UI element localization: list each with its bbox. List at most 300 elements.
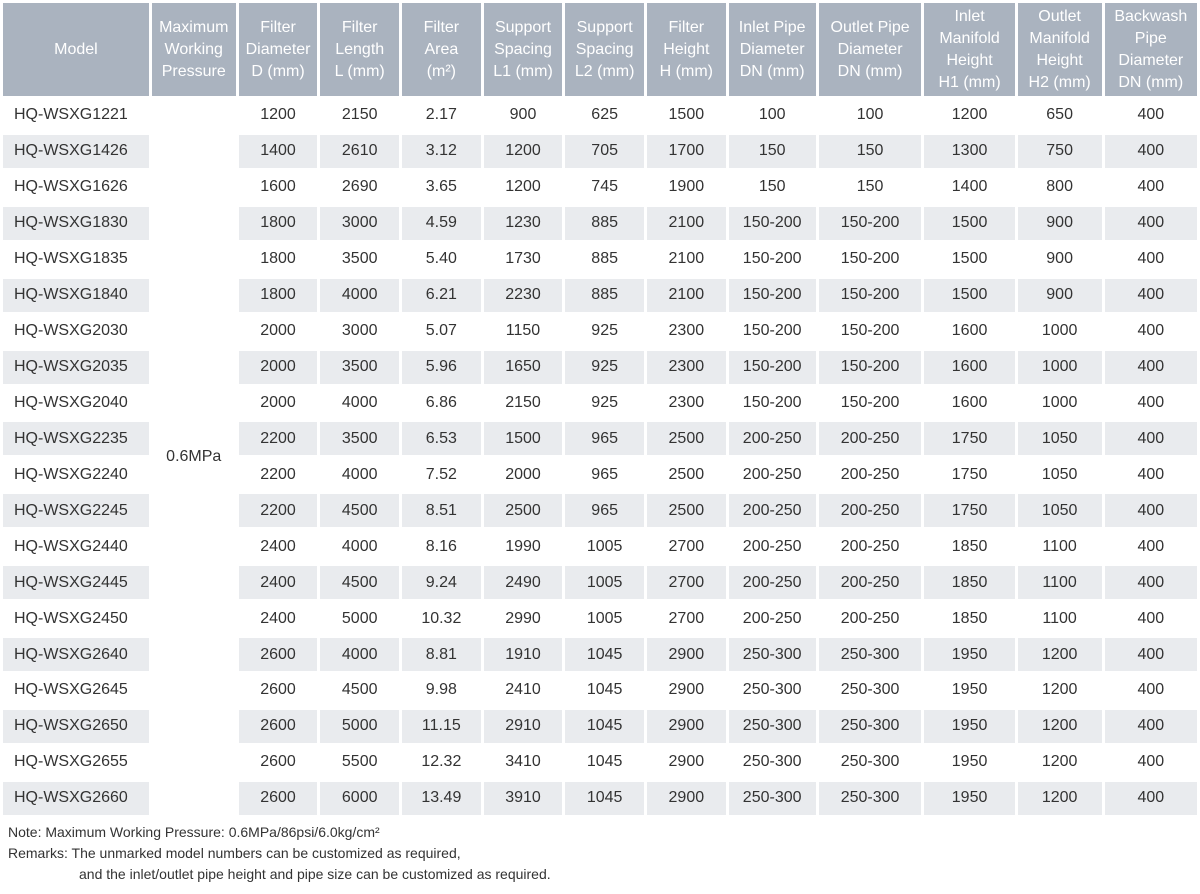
table-cell: 200-250	[729, 422, 816, 455]
table-cell: 1200	[484, 135, 563, 168]
model-cell: HQ-WSXG2035	[3, 351, 149, 384]
table-cell: 1800	[239, 207, 318, 240]
table-cell: 2.17	[402, 99, 481, 132]
table-cell: 8.16	[402, 530, 481, 563]
table-cell: 2900	[647, 746, 726, 779]
table-cell: 2690	[320, 171, 399, 204]
table-cell: 1950	[924, 782, 1014, 815]
table-cell: 150	[729, 171, 816, 204]
table-cell: 1600	[924, 387, 1014, 420]
header-line: Filter	[341, 18, 378, 36]
table-cell: 200-250	[819, 494, 922, 527]
table-cell: 200-250	[729, 530, 816, 563]
table-cell: 250-300	[819, 638, 922, 671]
header-line: Height	[1036, 51, 1083, 69]
header-line: L (mm)	[334, 62, 385, 80]
table-cell: 6.53	[402, 422, 481, 455]
table-cell: 650	[1018, 99, 1102, 132]
table-cell: 2230	[484, 279, 563, 312]
table-cell: 3410	[484, 746, 563, 779]
model-cell: HQ-WSXG1426	[3, 135, 149, 168]
table-cell: 3000	[320, 207, 399, 240]
table-cell: 1600	[924, 351, 1014, 384]
model-cell: HQ-WSXG2235	[3, 422, 149, 455]
model-cell: HQ-WSXG1840	[3, 279, 149, 312]
model-cell: HQ-WSXG2245	[3, 494, 149, 527]
table-cell: 900	[1018, 279, 1102, 312]
table-cell: 965	[565, 494, 644, 527]
header-outlet-pipe-diameter	[819, 3, 922, 96]
table-cell: 400	[1105, 746, 1197, 779]
header-line: Filter	[668, 18, 705, 36]
header-line: Filter	[260, 18, 296, 36]
table-cell: 1200	[1018, 638, 1102, 671]
table-cell: 745	[565, 171, 644, 204]
table-cell: 965	[565, 458, 644, 491]
table-cell: 250-300	[819, 746, 922, 779]
table-cell: 250-300	[819, 674, 922, 707]
table-cell: 6.21	[402, 279, 481, 312]
table-cell: 1200	[924, 99, 1014, 132]
table-cell: 5000	[320, 602, 399, 635]
table-cell: 3500	[320, 351, 399, 384]
table-cell: 965	[565, 422, 644, 455]
header-row	[3, 3, 1197, 96]
table-cell: 3.12	[402, 135, 481, 168]
table-cell: 2910	[484, 710, 563, 743]
remarks-continuation: and the inlet/outlet pipe height and pipe size can be customized as required.	[79, 866, 551, 882]
table-cell: 1700	[647, 135, 726, 168]
table-cell: 3.65	[402, 171, 481, 204]
table-cell: 400	[1105, 135, 1197, 168]
header-support-spacing-l1	[484, 3, 563, 96]
table-cell: 2400	[239, 530, 318, 563]
table-cell: 11.15	[402, 710, 481, 743]
table-cell: 10.32	[402, 602, 481, 635]
table-cell: 3500	[320, 422, 399, 455]
table-cell: 2000	[239, 351, 318, 384]
table-cell: 4000	[320, 638, 399, 671]
table-cell: 8.51	[402, 494, 481, 527]
table-cell: 200-250	[819, 602, 922, 635]
table-cell: 1400	[239, 135, 318, 168]
header-line: Support	[576, 18, 633, 36]
table-cell: 1100	[1018, 530, 1102, 563]
table-cell: 200-250	[819, 530, 922, 563]
table-cell: 400	[1105, 243, 1197, 276]
table-cell: 1200	[239, 99, 318, 132]
table-cell: 1200	[1018, 782, 1102, 815]
header-line: Height	[946, 51, 993, 69]
table-cell: 2150	[320, 99, 399, 132]
header-line: Pipe	[1134, 29, 1167, 47]
table-row	[3, 99, 1197, 132]
table-cell: 4000	[320, 279, 399, 312]
table-cell: 400	[1105, 674, 1197, 707]
model-cell: HQ-WSXG1830	[3, 207, 149, 240]
table-cell: 4000	[320, 530, 399, 563]
table-cell: 900	[1018, 207, 1102, 240]
table-cell: 200-250	[819, 458, 922, 491]
table-cell: 1600	[924, 315, 1014, 348]
table-cell: 2100	[647, 207, 726, 240]
table-cell: 1800	[239, 279, 318, 312]
table-cell: 1045	[565, 674, 644, 707]
table-cell: 150-200	[819, 351, 922, 384]
table-cell: 400	[1105, 782, 1197, 815]
table-cell: 885	[565, 279, 644, 312]
table-cell: 1950	[924, 746, 1014, 779]
table-cell: 400	[1105, 207, 1197, 240]
table-cell: 1045	[565, 638, 644, 671]
table-cell: 1750	[924, 494, 1014, 527]
table-cell: 150-200	[819, 279, 922, 312]
pressure-cell: 0.6MPa	[152, 99, 236, 815]
table-cell: 150-200	[729, 351, 816, 384]
table-cell: 400	[1105, 387, 1197, 420]
header-line: DN (mm)	[1118, 73, 1184, 91]
table-cell: 5500	[320, 746, 399, 779]
header-line: Inlet Pipe	[738, 18, 806, 36]
table-cell: 925	[565, 315, 644, 348]
table-cell: 1990	[484, 530, 563, 563]
table-cell: 2700	[647, 530, 726, 563]
table-cell: 1045	[565, 746, 644, 779]
header-line: DN (mm)	[739, 62, 805, 80]
table-cell: 1910	[484, 638, 563, 671]
table-cell: 200-250	[819, 566, 922, 599]
table-cell: 2490	[484, 566, 563, 599]
table-cell: 2600	[239, 782, 318, 815]
table-cell: 2200	[239, 458, 318, 491]
header-line: Spacing	[494, 40, 552, 58]
header-line: Support	[494, 18, 552, 36]
table-cell: 13.49	[402, 782, 481, 815]
model-cell: HQ-WSXG2445	[3, 566, 149, 599]
header-line: L2 (mm)	[574, 62, 635, 80]
model-cell: HQ-WSXG2450	[3, 602, 149, 635]
header-max-pressure	[152, 3, 236, 96]
table-cell: 4.59	[402, 207, 481, 240]
table-cell: 400	[1105, 458, 1197, 491]
table-cell: 1730	[484, 243, 563, 276]
table-cell: 400	[1105, 422, 1197, 455]
header-filter-area	[402, 3, 481, 96]
table-cell: 250-300	[729, 674, 816, 707]
model-cell: HQ-WSXG2640	[3, 638, 149, 671]
table-cell: 250-300	[819, 782, 922, 815]
table-cell: 1200	[1018, 710, 1102, 743]
table-cell: 2100	[647, 279, 726, 312]
model-cell: HQ-WSXG2655	[3, 746, 149, 779]
table-cell: 1050	[1018, 422, 1102, 455]
table-cell: 1500	[924, 243, 1014, 276]
table-cell: 1950	[924, 710, 1014, 743]
model-cell: HQ-WSXG2240	[3, 458, 149, 491]
table-cell: 1850	[924, 530, 1014, 563]
table-cell: 2990	[484, 602, 563, 635]
header-filter-diameter	[239, 3, 318, 96]
table-cell: 2100	[647, 243, 726, 276]
table-cell: 400	[1105, 602, 1197, 635]
table-cell: 400	[1105, 566, 1197, 599]
table-body	[3, 99, 1197, 815]
header-line: Diameter	[1118, 51, 1184, 69]
table-cell: 1600	[239, 171, 318, 204]
table-cell: 2200	[239, 422, 318, 455]
table-cell: 400	[1105, 279, 1197, 312]
table-cell: 5.96	[402, 351, 481, 384]
table-cell: 1500	[924, 207, 1014, 240]
table-cell: 150-200	[819, 243, 922, 276]
table-cell: 1050	[1018, 494, 1102, 527]
header-line: Model	[54, 40, 98, 58]
table-cell: 2600	[239, 710, 318, 743]
table-cell: 8.81	[402, 638, 481, 671]
table-cell: 150-200	[729, 315, 816, 348]
table-cell: 1900	[647, 171, 726, 204]
table-cell: 400	[1105, 710, 1197, 743]
table-cell: 1045	[565, 710, 644, 743]
header-line: Diameter	[739, 40, 805, 58]
table-cell: 150-200	[729, 387, 816, 420]
table-cell: 150	[819, 171, 922, 204]
table-cell: 1230	[484, 207, 563, 240]
header-filter-length	[320, 3, 399, 96]
table-cell: 4500	[320, 566, 399, 599]
table-cell: 1050	[1018, 458, 1102, 491]
table-cell: 200-250	[729, 494, 816, 527]
model-cell: HQ-WSXG2645	[3, 674, 149, 707]
table-cell: 200-250	[729, 602, 816, 635]
table-cell: 150	[729, 135, 816, 168]
table-cell: 100	[729, 99, 816, 132]
table-cell: 1150	[484, 315, 563, 348]
model-cell: HQ-WSXG2660	[3, 782, 149, 815]
header-backwash-pipe-diameter	[1105, 3, 1197, 96]
table-cell: 1650	[484, 351, 563, 384]
header-line: Maximum	[159, 18, 229, 36]
header-line: H2 (mm)	[1028, 73, 1091, 91]
table-cell: 400	[1105, 351, 1197, 384]
header-line: D (mm)	[251, 62, 305, 80]
table-cell: 1500	[647, 99, 726, 132]
notes	[8, 822, 1188, 885]
header-line: Pressure	[161, 62, 226, 80]
table-cell: 2500	[484, 494, 563, 527]
table-cell: 6000	[320, 782, 399, 815]
table-cell: 150-200	[819, 207, 922, 240]
table-cell: 4500	[320, 494, 399, 527]
table-cell: 400	[1105, 494, 1197, 527]
header-line: H1 (mm)	[938, 73, 1001, 91]
table-cell: 250-300	[729, 638, 816, 671]
header-line: Backwash	[1114, 7, 1188, 25]
table-cell: 2700	[647, 602, 726, 635]
table-cell: 1400	[924, 171, 1014, 204]
table-cell: 400	[1105, 638, 1197, 671]
table-cell: 900	[1018, 243, 1102, 276]
table-cell: 1950	[924, 674, 1014, 707]
table-cell: 2600	[239, 746, 318, 779]
table-cell: 250-300	[729, 782, 816, 815]
table-cell: 2400	[239, 602, 318, 635]
table-cell: 200-250	[819, 422, 922, 455]
table-cell: 1045	[565, 782, 644, 815]
header-inlet-manifold-height	[924, 3, 1014, 96]
header-line: Manifold	[939, 29, 1000, 47]
table-cell: 400	[1105, 99, 1197, 132]
table-cell: 2610	[320, 135, 399, 168]
table-cell: 2500	[647, 458, 726, 491]
table-cell: 800	[1018, 171, 1102, 204]
header-line: Inlet	[954, 7, 985, 25]
table-cell: 705	[565, 135, 644, 168]
table-cell: 5000	[320, 710, 399, 743]
header-line: DN (mm)	[837, 62, 903, 80]
table-cell: 400	[1105, 530, 1197, 563]
table-cell: 5.07	[402, 315, 481, 348]
table-cell: 2200	[239, 494, 318, 527]
model-cell: HQ-WSXG2030	[3, 315, 149, 348]
table-cell: 885	[565, 207, 644, 240]
table-cell: 2500	[647, 422, 726, 455]
header-line: Manifold	[1029, 29, 1090, 47]
table-cell: 2500	[647, 494, 726, 527]
table-cell: 12.32	[402, 746, 481, 779]
table-cell: 1100	[1018, 602, 1102, 635]
table-cell: 1850	[924, 566, 1014, 599]
table-cell: 5.40	[402, 243, 481, 276]
model-cell: HQ-WSXG2650	[3, 710, 149, 743]
table-cell: 100	[819, 99, 922, 132]
header-line: L1 (mm)	[493, 62, 553, 80]
table-cell: 2600	[239, 674, 318, 707]
table-cell: 2000	[239, 315, 318, 348]
table-cell: 1850	[924, 602, 1014, 635]
table-cell: 1200	[1018, 746, 1102, 779]
header-line: Outlet	[1038, 7, 1081, 25]
table-cell: 1750	[924, 422, 1014, 455]
table-cell: 1200	[1018, 674, 1102, 707]
table-cell: 2600	[239, 638, 318, 671]
table-cell: 200-250	[729, 566, 816, 599]
table-cell: 900	[484, 99, 563, 132]
table-cell: 2900	[647, 710, 726, 743]
table-cell: 1750	[924, 458, 1014, 491]
table-cell: 885	[565, 243, 644, 276]
table-cell: 2000	[484, 458, 563, 491]
table-cell: 150-200	[819, 387, 922, 420]
table-cell: 4500	[320, 674, 399, 707]
table-cell: 2700	[647, 566, 726, 599]
model-cell: HQ-WSXG1221	[3, 99, 149, 132]
table-cell: 9.24	[402, 566, 481, 599]
header-line: Area	[424, 40, 459, 58]
table-cell: 250-300	[729, 710, 816, 743]
table-cell: 400	[1105, 315, 1197, 348]
table-cell: 3910	[484, 782, 563, 815]
header-line: Diameter	[245, 40, 311, 58]
table-cell: 2410	[484, 674, 563, 707]
header-model	[3, 3, 149, 96]
table-cell: 1300	[924, 135, 1014, 168]
model-cell: HQ-WSXG2440	[3, 530, 149, 563]
table-cell: 750	[1018, 135, 1102, 168]
table-cell: 150-200	[819, 315, 922, 348]
table-cell: 2300	[647, 351, 726, 384]
table-cell: 9.98	[402, 674, 481, 707]
remarks-line: Remarks: The unmarked model numbers can be customized as required,	[8, 845, 461, 861]
table-cell: 1800	[239, 243, 318, 276]
header-line: Filter	[423, 18, 460, 36]
header-line: Spacing	[575, 40, 634, 58]
table-cell: 2000	[239, 387, 318, 420]
table-cell: 1000	[1018, 315, 1102, 348]
header-line: Length	[335, 40, 385, 58]
table-cell: 1100	[1018, 566, 1102, 599]
table-cell: 2900	[647, 638, 726, 671]
table-cell: 3000	[320, 315, 399, 348]
header-line: Working	[164, 40, 223, 58]
table-cell: 2300	[647, 387, 726, 420]
table-cell: 250-300	[819, 710, 922, 743]
model-cell: HQ-WSXG2040	[3, 387, 149, 420]
table-cell: 2900	[647, 674, 726, 707]
table-cell: 1500	[924, 279, 1014, 312]
table-cell: 6.86	[402, 387, 481, 420]
header-line: Diameter	[837, 40, 903, 58]
table-cell: 925	[565, 387, 644, 420]
header-line: (m²)	[426, 62, 456, 80]
table-cell: 150	[819, 135, 922, 168]
header-inlet-pipe-diameter	[729, 3, 816, 96]
table-cell: 1000	[1018, 387, 1102, 420]
table-cell: 1000	[1018, 351, 1102, 384]
model-cell: HQ-WSXG1835	[3, 243, 149, 276]
model-cell: HQ-WSXG1626	[3, 171, 149, 204]
header-filter-height	[647, 3, 726, 96]
table-cell: 1005	[565, 566, 644, 599]
table-cell: 2300	[647, 315, 726, 348]
table-cell: 250-300	[729, 746, 816, 779]
table-cell: 4000	[320, 458, 399, 491]
header-line: H (mm)	[659, 62, 713, 80]
table-cell: 7.52	[402, 458, 481, 491]
table-cell: 2400	[239, 566, 318, 599]
table-cell: 150-200	[729, 243, 816, 276]
table-cell: 1500	[484, 422, 563, 455]
note-line: Note: Maximum Working Pressure: 0.6MPa/86psi/6.0kg/cm²	[8, 824, 380, 840]
table-cell: 4000	[320, 387, 399, 420]
header-outlet-manifold-height	[1018, 3, 1102, 96]
table-cell: 1200	[484, 171, 563, 204]
table-cell: 150-200	[729, 279, 816, 312]
header-support-spacing-l2	[565, 3, 644, 96]
table-cell: 400	[1105, 171, 1197, 204]
header-line: Outlet Pipe	[830, 18, 910, 36]
table-cell: 1950	[924, 638, 1014, 671]
table-cell: 200-250	[729, 458, 816, 491]
table-cell: 1005	[565, 530, 644, 563]
table-cell: 3500	[320, 243, 399, 276]
table-cell: 925	[565, 351, 644, 384]
header-line: Height	[663, 40, 710, 58]
table-cell: 1005	[565, 602, 644, 635]
table-cell: 2900	[647, 782, 726, 815]
table-cell: 2150	[484, 387, 563, 420]
table-cell: 625	[565, 99, 644, 132]
